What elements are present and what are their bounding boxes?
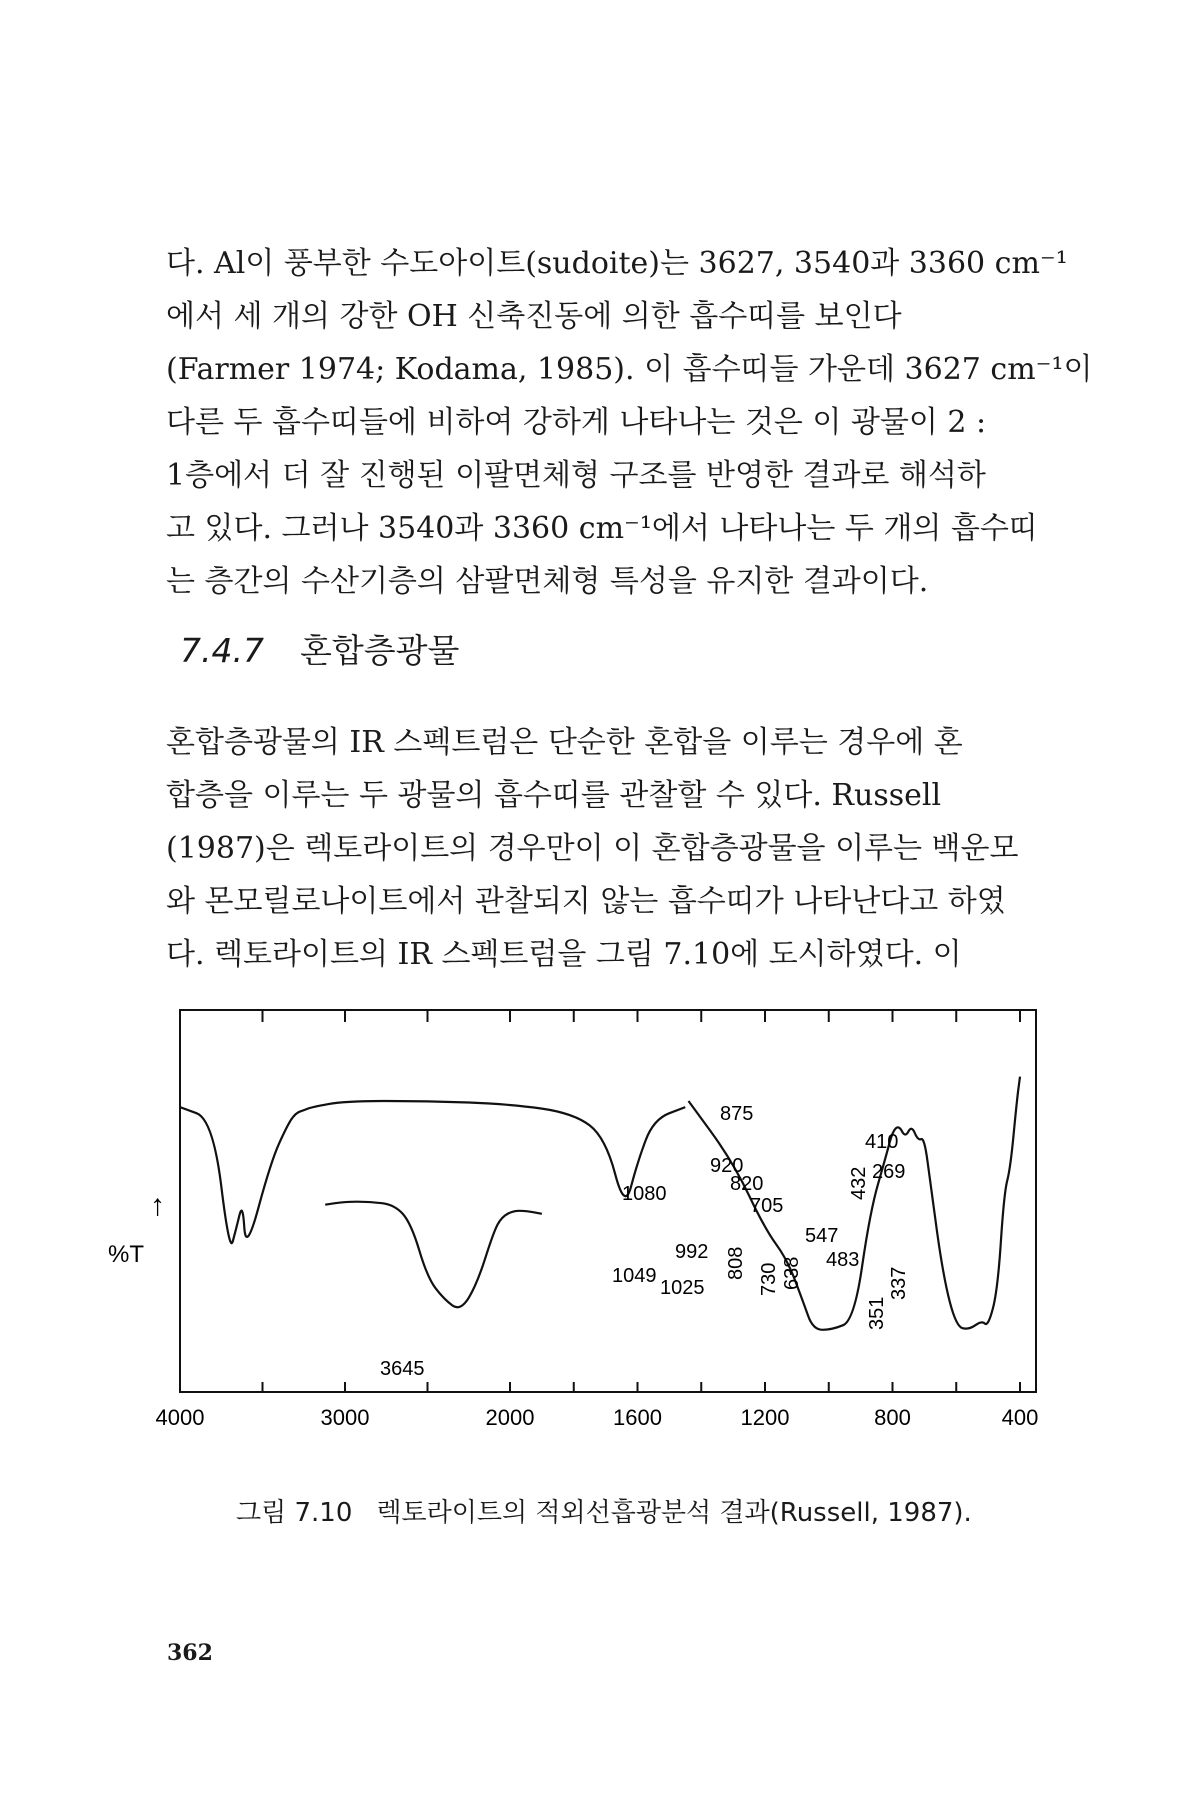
x-tick-label: 1600 bbox=[613, 1405, 662, 1430]
text-line: 는 층간의 수산기층의 삼팔면체형 특성을 유지한 결과이다. bbox=[166, 564, 929, 599]
text-line: 다. Al이 풍부한 수도아이트(sudoite)는 3627, 3540과 3360 cm⁻¹ bbox=[166, 246, 1068, 281]
ir-spectrum-figure bbox=[108, 1000, 1050, 1470]
peak-label: 638 bbox=[781, 1256, 803, 1290]
peak-label: 3645 bbox=[380, 1358, 425, 1380]
x-axis-tick-labels bbox=[156, 1405, 1039, 1430]
peak-label: 1080 bbox=[622, 1183, 667, 1205]
peak-label: 547 bbox=[805, 1225, 839, 1247]
peak-label: 730 bbox=[758, 1262, 780, 1296]
x-tick-label: 400 bbox=[1001, 1405, 1039, 1430]
peak-label: 705 bbox=[750, 1195, 784, 1217]
x-tick-label: 2000 bbox=[485, 1405, 535, 1430]
page-number: 362 bbox=[167, 1640, 213, 1666]
x-tick-label: 1200 bbox=[740, 1405, 790, 1430]
x-tick-label: 4000 bbox=[155, 1405, 205, 1430]
text-line: 다른 두 흡수띠들에 비하여 강하게 나타나는 것은 이 광물이 2 : bbox=[166, 405, 987, 440]
peak-label: 483 bbox=[826, 1249, 860, 1271]
text-line: 고 있다. 그러나 3540과 3360 cm⁻¹에서 나타나는 두 개의 흡수띠 bbox=[166, 511, 1038, 546]
peak-label: 410 bbox=[865, 1131, 899, 1153]
text-line: 와 몬모릴로나이트에서 관찰되지 않는 흡수띠가 나타난다고 하였 bbox=[166, 884, 1006, 919]
section-heading bbox=[180, 625, 459, 672]
spectrum-line bbox=[325, 1202, 542, 1308]
peak-label: 992 bbox=[675, 1241, 709, 1263]
peak-label: 269 bbox=[872, 1161, 906, 1183]
peak-label: 875 bbox=[720, 1103, 754, 1125]
peak-label: 820 bbox=[730, 1173, 764, 1195]
figure-caption-label: 그림 7.10 bbox=[236, 1498, 353, 1528]
text-line: 에서 세 개의 강한 OH 신축진동에 의한 흡수띠를 보인다 bbox=[166, 299, 902, 334]
peak-label: 351 bbox=[866, 1296, 888, 1330]
text-line: 합층을 이루는 두 광물의 흡수띠를 관찰할 수 있다. Russell bbox=[166, 778, 942, 813]
peak-label: 1049 bbox=[612, 1265, 657, 1287]
text-line: (Farmer 1974; Kodama, 1985). 이 흡수띠들 가운데 3627 cm⁻¹이 bbox=[166, 352, 1093, 387]
peak-label: 432 bbox=[848, 1166, 870, 1200]
peak-label: 920 bbox=[710, 1155, 744, 1177]
y-axis-arrow: ↑ bbox=[150, 1189, 165, 1222]
text-line: 혼합층광물의 IR 스펙트럼은 단순한 혼합을 이루는 경우에 혼 bbox=[166, 725, 963, 760]
figure-caption-text: 렉토라이트의 적외선흡광분석 결과(Russell, 1987). bbox=[376, 1498, 972, 1528]
x-tick-label: 800 bbox=[874, 1405, 911, 1430]
peak-label: 337 bbox=[888, 1266, 910, 1300]
section-title: 혼합층광물 bbox=[299, 631, 460, 670]
figure-caption bbox=[236, 1492, 972, 1529]
peak-label: 808 bbox=[725, 1246, 747, 1280]
text-line: 다. 렉토라이트의 IR 스펙트럼을 그림 7.10에 도시하였다. 이 bbox=[166, 937, 962, 972]
plot-frame bbox=[180, 1010, 1036, 1392]
text-line: 1층에서 더 잘 진행된 이팔면체형 구조를 반영한 결과로 해석하 bbox=[166, 458, 986, 493]
peak-label: 1025 bbox=[660, 1277, 705, 1299]
x-tick-label: 3000 bbox=[320, 1405, 370, 1430]
spectrum-line bbox=[180, 1101, 685, 1243]
section-number: 7.4.7 bbox=[180, 631, 264, 670]
paragraph-1 bbox=[166, 237, 1093, 608]
y-axis-label: %T bbox=[108, 1241, 144, 1268]
text-line: (1987)은 렉토라이트의 경우만이 이 혼합층광물을 이루는 백운모 bbox=[166, 831, 1019, 866]
paragraph-2 bbox=[166, 716, 1052, 981]
